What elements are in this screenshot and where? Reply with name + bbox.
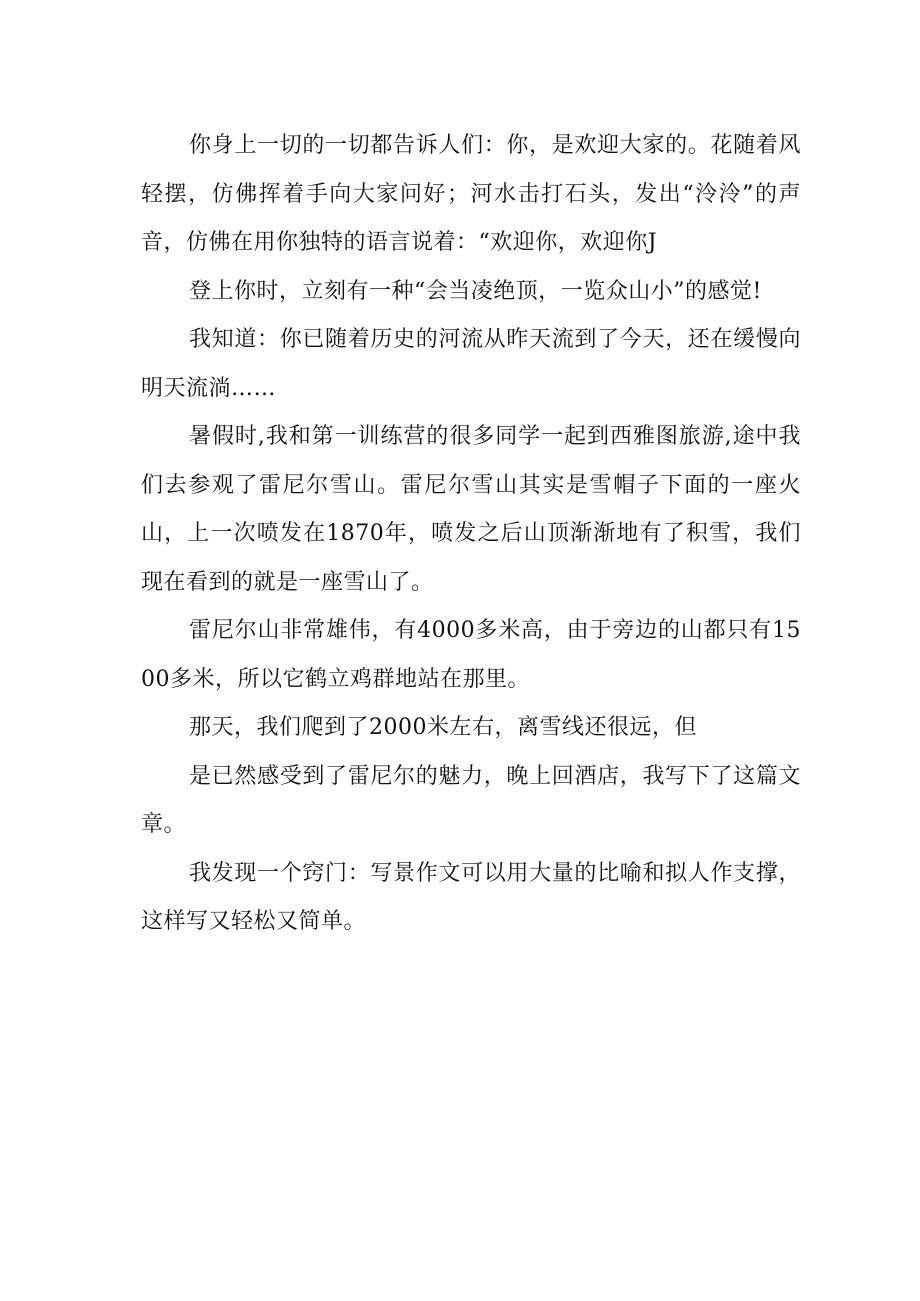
paragraph-5: 雷尼尔山非常雄伟，有4000多米高，由于旁边的山都只有1500多米，所以它鹤立鸡群地站在那里。 <box>141 618 801 692</box>
paragraph-8: 我发现一个窍门：写景作文可以用大量的比喻和拟人作支撑，这样写又轻松又简单。 <box>141 860 801 934</box>
paragraph-4: 暑假时,我和第一训练营的很多同学一起到西雅图旅游,途中我们去参观了雷尼尔雪山。雷尼尔雪山其实是雪帽子下面的一座火山，上一次喷发在1870年，喷发之后山顶渐渐地有了积雪，我们现在看到的就是一座雪山了。 <box>141 424 801 595</box>
paragraph-1: 你身上一切的一切都告诉人们：你，是欢迎大家的。花随着风轻摆，仿佛挥着手向大家问好；河水击打石头，发出“泠泠”的声音，仿佛在用你独特的语言说着：“欢迎你，欢迎你J <box>141 133 801 255</box>
paragraph-7: 是已然感受到了雷尼尔的魅力，晚上回酒店，我写下了这篇文章。 <box>141 763 801 837</box>
paragraph-2: 登上你时，立刻有一种“会当凌绝顶，一览众山小”的感觉! <box>189 278 762 304</box>
essay-body <box>141 122 801 947</box>
paragraph-6: 那天，我们爬到了2000米左右，离雪线还很远，但 <box>189 715 697 740</box>
paragraph-3: 我知道：你已随着历史的河流从昨天流到了今天，还在缓慢向明天流淌…… <box>141 327 801 401</box>
